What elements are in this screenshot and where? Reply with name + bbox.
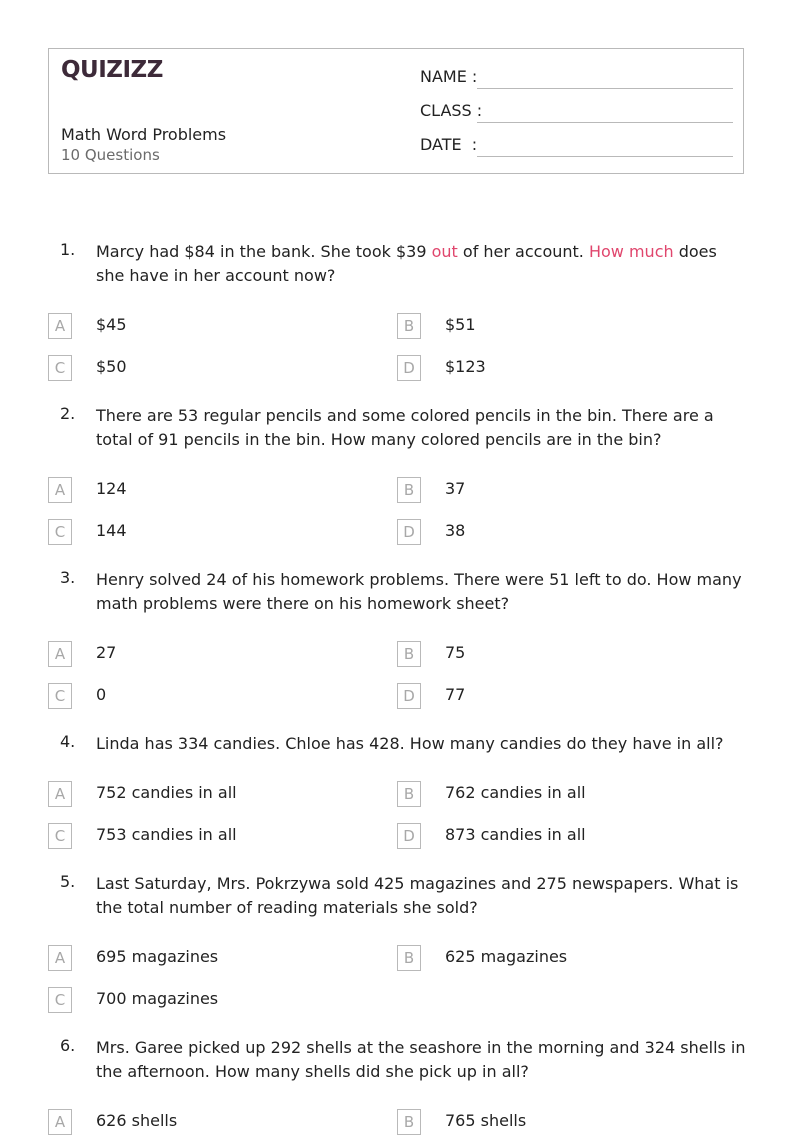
option-letter: A [48, 781, 72, 807]
option-letter: C [48, 683, 72, 709]
option-text: 144 [96, 521, 127, 540]
option-text: 124 [96, 479, 127, 498]
question-number: 2. [60, 404, 76, 423]
option-text: $45 [96, 315, 127, 334]
option-letter: C [48, 823, 72, 849]
question-number: 3. [60, 568, 76, 587]
option-letter: B [397, 477, 421, 503]
option-text: 625 magazines [445, 947, 568, 966]
option-text: $123 [445, 357, 486, 376]
option-text: 0 [96, 685, 107, 704]
class-field [420, 101, 733, 125]
name-field [420, 67, 733, 91]
option-letter: B [397, 1109, 421, 1135]
option-letter: B [397, 313, 421, 339]
question-number: 1. [60, 240, 76, 259]
option-letter: B [397, 641, 421, 667]
option-text: 626 shells [96, 1111, 178, 1130]
question-number: 4. [60, 732, 76, 751]
option-text: 700 magazines [96, 989, 219, 1008]
option-letter: D [397, 355, 421, 381]
class-line [477, 122, 733, 123]
question-text: There are 53 regular pencils and some colored pencils in the bin. There are a total of 91 pencils in the bin. How many colored pencils are in the bin? [96, 406, 714, 449]
option-letter: C [48, 987, 72, 1013]
question-text-part: of her account. [457, 242, 589, 261]
option-letter: B [397, 781, 421, 807]
question-count: 10 Questions [61, 146, 160, 164]
option-text: 38 [445, 521, 466, 540]
name-line [477, 88, 733, 89]
option-letter: A [48, 945, 72, 971]
option-text: $51 [445, 315, 476, 334]
option-text: 27 [96, 643, 117, 662]
option-letter: D [397, 519, 421, 545]
question-text [96, 240, 748, 288]
highlight-word: How much [588, 242, 674, 261]
class-label: CLASS : [420, 101, 483, 120]
question-number: 6. [60, 1036, 76, 1055]
option-text: 77 [445, 685, 466, 704]
question-number: 5. [60, 872, 76, 891]
option-letter: D [397, 683, 421, 709]
highlight-word: out [431, 242, 458, 261]
option-letter: A [48, 477, 72, 503]
option-letter: D [397, 823, 421, 849]
option-text: 753 candies in all [96, 825, 237, 844]
option-text: 695 magazines [96, 947, 219, 966]
option-letter: C [48, 355, 72, 381]
option-text: 752 candies in all [96, 783, 237, 802]
quizizz-logo: QUIZIZZ [61, 57, 163, 83]
date-field [420, 135, 733, 159]
option-letter: B [397, 945, 421, 971]
date-label: DATE : [420, 135, 478, 154]
option-text: 37 [445, 479, 466, 498]
name-label: NAME : [420, 67, 478, 86]
option-text: $50 [96, 357, 127, 376]
option-text: 762 candies in all [445, 783, 586, 802]
option-text: 75 [445, 643, 466, 662]
worksheet-header [48, 48, 744, 174]
option-letter: A [48, 313, 72, 339]
option-text: 765 shells [445, 1111, 527, 1130]
option-letter: A [48, 1109, 72, 1135]
worksheet-title: Math Word Problems [61, 125, 227, 144]
question-text: Linda has 334 candies. Chloe has 428. How many candies do they have in all? [96, 734, 724, 753]
question-text-part: does she have in her account now? [96, 242, 717, 285]
question-text: Mrs. Garee picked up 292 shells at the seashore in the morning and 324 shells in the afternoon. How many shells did she pick up in all? [96, 1038, 746, 1081]
option-letter: C [48, 519, 72, 545]
option-text: 873 candies in all [445, 825, 586, 844]
date-line [477, 156, 733, 157]
question-text-part: Marcy had $84 in the bank. She took $39 [96, 242, 432, 261]
option-letter: A [48, 641, 72, 667]
question-text: Last Saturday, Mrs. Pokrzywa sold 425 magazines and 275 newspapers. What is the total number of reading materials she sold? [96, 874, 739, 917]
question-text: Henry solved 24 of his homework problems. There were 51 left to do. How many math problems were there on his homework sheet? [96, 570, 742, 613]
